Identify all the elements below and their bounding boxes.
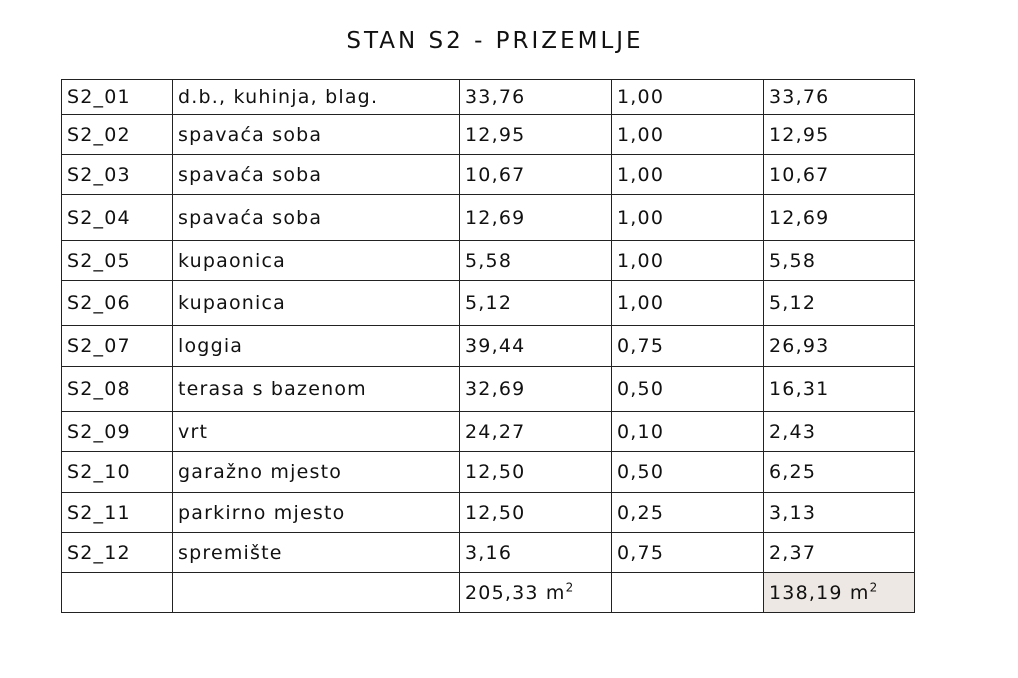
- table-row: [62, 452, 915, 493]
- room-name: spavaća soba: [173, 155, 460, 195]
- room-coefficient: 1,00: [612, 155, 764, 195]
- room-net-area: 10,67: [764, 155, 915, 195]
- total-area-value: 205,33 m: [465, 581, 566, 604]
- table-row: [62, 115, 915, 155]
- room-coefficient: 1,00: [612, 195, 764, 241]
- room-area-table: [61, 79, 915, 613]
- room-net-area: 3,13: [764, 493, 915, 533]
- room-id: S2_04: [62, 195, 173, 241]
- room-net-area: 6,25: [764, 452, 915, 493]
- room-name: terasa s bazenom: [173, 367, 460, 412]
- unit-exponent: 2: [869, 580, 879, 595]
- table-row: [62, 412, 915, 452]
- room-name: loggia: [173, 326, 460, 367]
- room-id: S2_09: [62, 412, 173, 452]
- room-name: d.b., kuhinja, blag.: [173, 80, 460, 115]
- room-id: S2_06: [62, 281, 173, 326]
- room-coefficient: 0,50: [612, 367, 764, 412]
- table-row: [62, 326, 915, 367]
- room-area: 24,27: [460, 412, 612, 452]
- totals-row: [62, 573, 915, 613]
- room-coefficient: 1,00: [612, 80, 764, 115]
- room-name: vrt: [173, 412, 460, 452]
- room-id: S2_02: [62, 115, 173, 155]
- room-area: 33,76: [460, 80, 612, 115]
- room-net-area: 2,43: [764, 412, 915, 452]
- room-area: 5,12: [460, 281, 612, 326]
- room-id: S2_11: [62, 493, 173, 533]
- room-net-area: 12,69: [764, 195, 915, 241]
- total-net-area-value: 138,19 m: [769, 581, 870, 604]
- room-id: S2_05: [62, 241, 173, 281]
- table-row: [62, 281, 915, 326]
- total-net-area: [764, 573, 915, 613]
- room-coefficient: 0,75: [612, 326, 764, 367]
- total-area: [460, 573, 612, 613]
- room-id: S2_10: [62, 452, 173, 493]
- room-area: 3,16: [460, 533, 612, 573]
- room-net-area: 5,12: [764, 281, 915, 326]
- room-coefficient: 1,00: [612, 241, 764, 281]
- table-body: [62, 80, 915, 613]
- room-net-area: 26,93: [764, 326, 915, 367]
- room-id: S2_03: [62, 155, 173, 195]
- room-name: spavaća soba: [173, 195, 460, 241]
- table-row: [62, 155, 915, 195]
- room-name: kupaonica: [173, 241, 460, 281]
- room-net-area: 33,76: [764, 80, 915, 115]
- room-id: S2_01: [62, 80, 173, 115]
- room-name: parkirno mjesto: [173, 493, 460, 533]
- room-area: 5,58: [460, 241, 612, 281]
- room-coefficient: 1,00: [612, 281, 764, 326]
- table-row: [62, 493, 915, 533]
- page-title: STAN S2 - PRIZEMLJE: [346, 28, 644, 54]
- room-area: 12,95: [460, 115, 612, 155]
- room-coefficient: 1,00: [612, 115, 764, 155]
- room-coefficient: 0,10: [612, 412, 764, 452]
- room-area: 12,50: [460, 493, 612, 533]
- room-area: 39,44: [460, 326, 612, 367]
- room-net-area: 16,31: [764, 367, 915, 412]
- room-coefficient: 0,50: [612, 452, 764, 493]
- totals-empty-cell: [173, 573, 460, 613]
- table-row: [62, 80, 915, 115]
- room-name: kupaonica: [173, 281, 460, 326]
- room-name: spremište: [173, 533, 460, 573]
- room-coefficient: 0,75: [612, 533, 764, 573]
- room-name: spavaća soba: [173, 115, 460, 155]
- room-id: S2_08: [62, 367, 173, 412]
- totals-empty-cell: [62, 573, 173, 613]
- table-row: [62, 367, 915, 412]
- room-coefficient: 0,25: [612, 493, 764, 533]
- unit-exponent: 2: [565, 580, 575, 595]
- room-name: garažno mjesto: [173, 452, 460, 493]
- table-row: [62, 533, 915, 573]
- room-net-area: 12,95: [764, 115, 915, 155]
- totals-empty-cell: [612, 573, 764, 613]
- room-net-area: 2,37: [764, 533, 915, 573]
- room-id: S2_12: [62, 533, 173, 573]
- room-net-area: 5,58: [764, 241, 915, 281]
- table-row: [62, 241, 915, 281]
- table-row: [62, 195, 915, 241]
- room-area: 12,50: [460, 452, 612, 493]
- room-id: S2_07: [62, 326, 173, 367]
- room-area: 32,69: [460, 367, 612, 412]
- room-area: 12,69: [460, 195, 612, 241]
- room-area: 10,67: [460, 155, 612, 195]
